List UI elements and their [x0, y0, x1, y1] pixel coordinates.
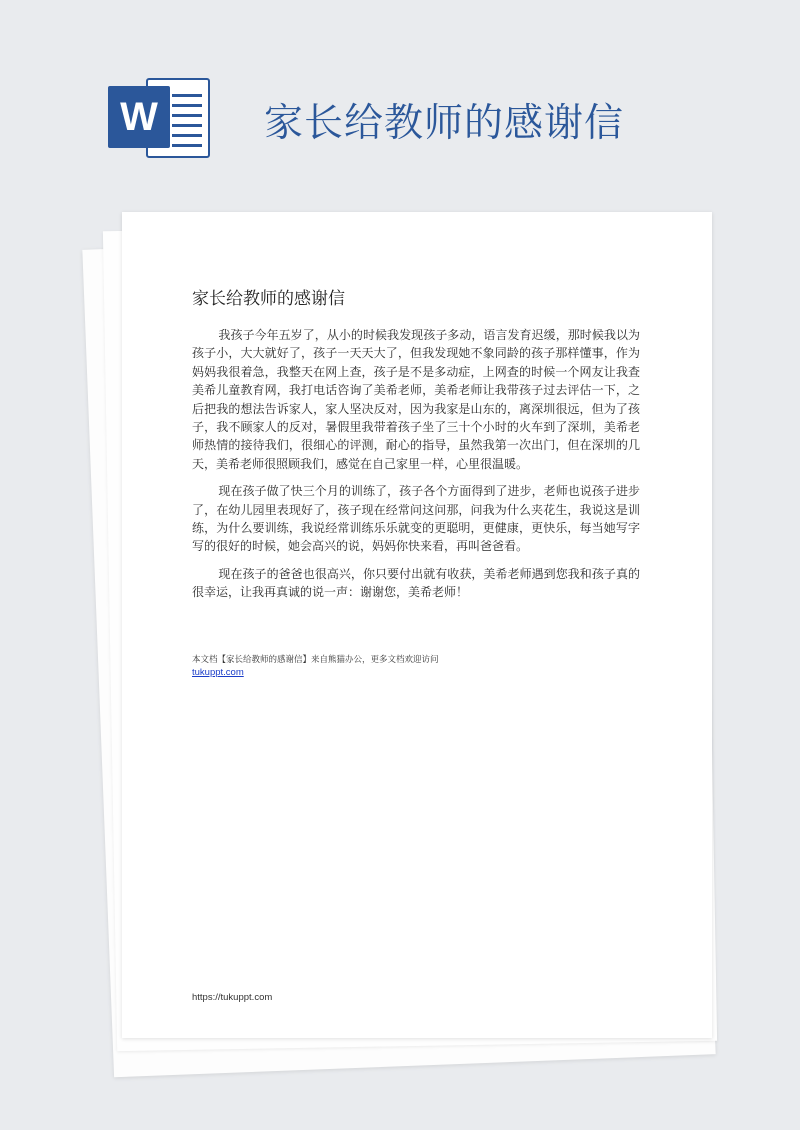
document-page	[122, 212, 712, 1038]
source-link[interactable]: tukuppt.com	[192, 667, 244, 678]
paragraph-1: 我孩子今年五岁了，从小的时候我发现孩子多动，语言发育迟缓，那时候我以为孩子小，大大就好了，孩子一天天大了，但我发现她不象同龄的孩子那样懂事，作为妈妈我很着急，我整天在网上查，孩子是不是多动症，上网查的时候一个网友让我查美希儿童教育网，我打电话咨询了美希老师，美希老师让我带孩子过去评估一下，之后把我的想法告诉家人，家人坚决反对，因为我家是山东的，离深圳很远，但为了孩子，我不顾家人的反对，暑假里我带着孩子坐了三十个小时的火车到了深圳，美希老师热情的接待我们，很细心的评测，耐心的指导，虽然我第一次出门，但在深圳的几天，美希老师很照顾我们，感觉在自己家里一样，心里很温暖。	[192, 328, 640, 471]
page-footer-url: https://tukuppt.com	[192, 992, 273, 1003]
banner-header	[0, 0, 800, 200]
banner-title: 家长给教师的感谢信	[264, 101, 625, 146]
source-note: 本文档【家长给教师的感谢信】来自熊猫办公，更多文档欢迎访问	[192, 655, 439, 665]
word-document-icon	[108, 74, 214, 162]
paragraph-3: 现在孩子的爸爸也很高兴，你只要付出就有收获，美希老师遇到您我和孩子真的很幸运，让我再真诚的说一声：谢谢您，美希老师！	[192, 566, 640, 600]
document-title: 家长给教师的感谢信	[192, 289, 345, 309]
word-w-badge: W	[108, 86, 170, 148]
document-body	[192, 326, 640, 611]
paragraph-2: 现在孩子做了快三个月的训练了，孩子各个方面得到了进步，老师也说孩子进步了，在幼儿园里表现好了，孩子现在经常问这问那，问我为什么夹花生，我说这是训练，为什么要训练，我说经常训练乐乐就变的更聪明，更健康，更快乐，每当她写字写的很好的时候，她会高兴的说，妈妈你快来看，再叫爸爸看。	[192, 484, 640, 554]
